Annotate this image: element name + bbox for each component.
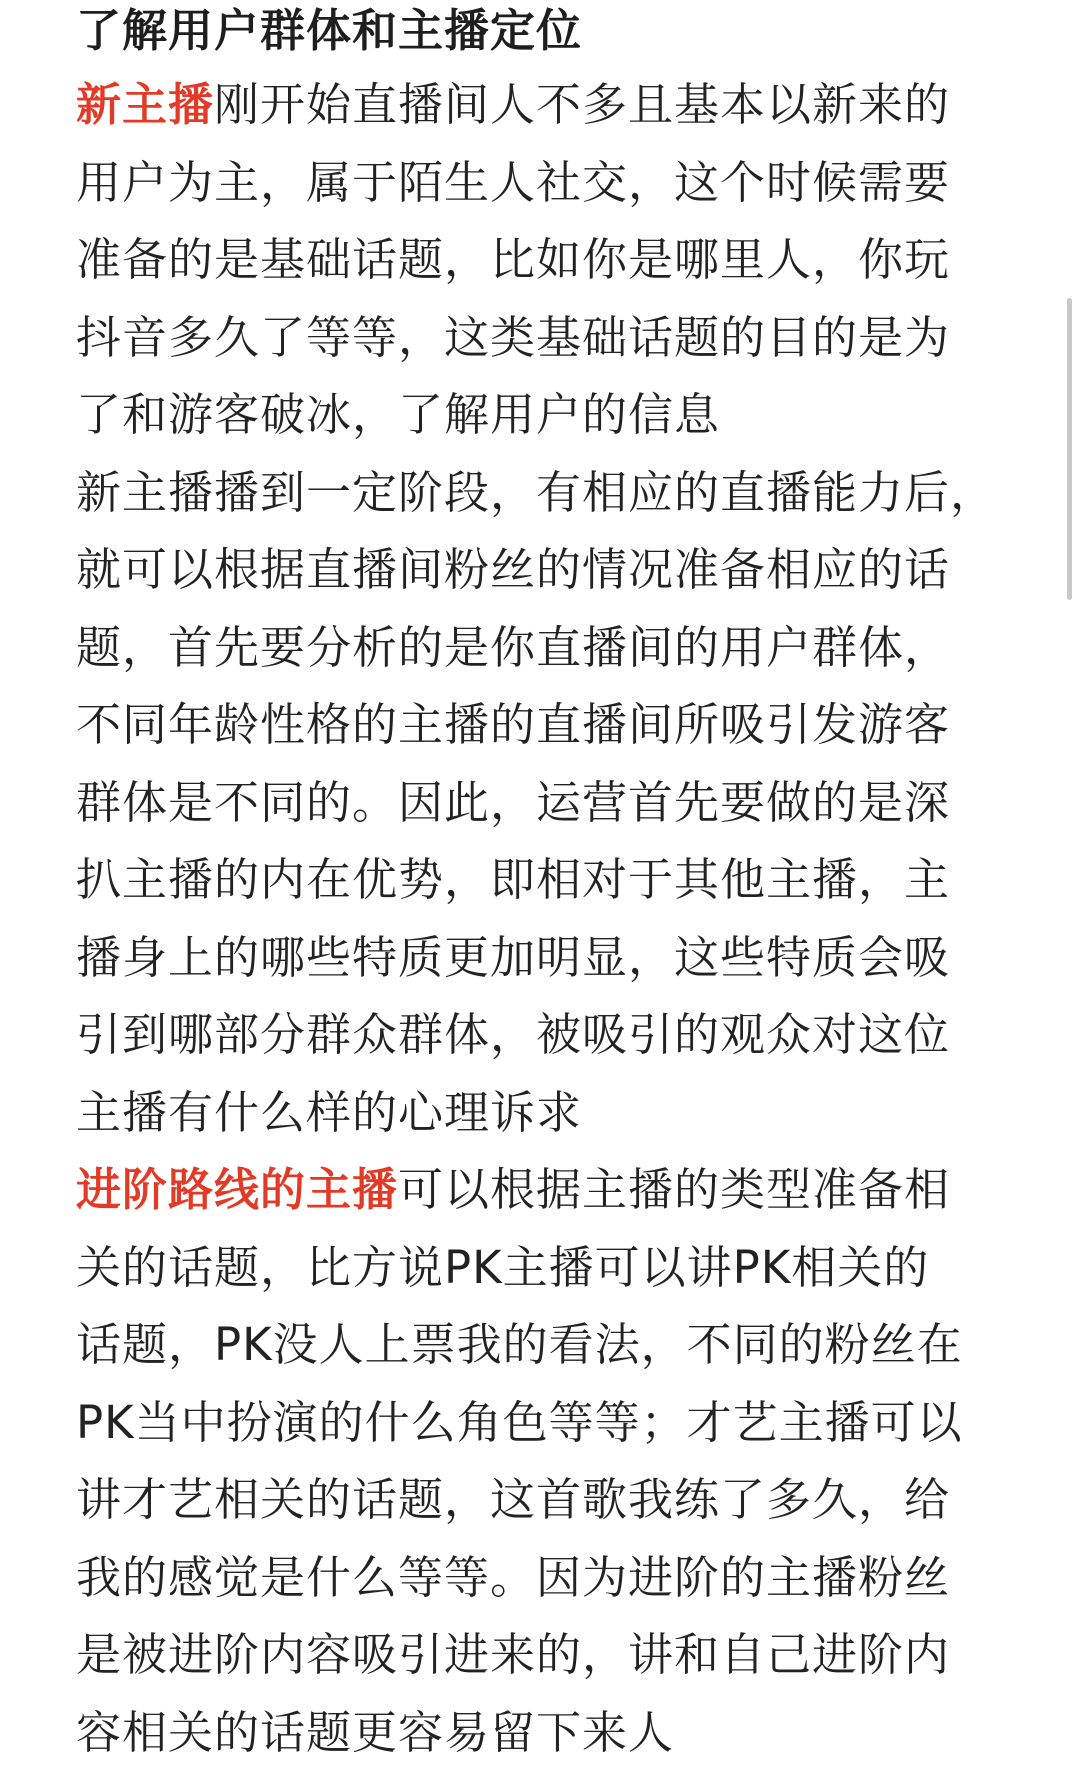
paragraph-line: 题，首先要分析的是你直播间的用户群体， [76, 620, 951, 674]
paragraph-line: 容相关的话题更容易留下来人 [76, 1705, 675, 1759]
paragraph-line: 扒主播的内在优势，即相对于其他主播，主 [76, 853, 951, 906]
paragraph-analysis [76, 454, 1016, 1152]
paragraph-line: 播身上的哪些特质更加明显，这些特质会吸 [76, 930, 951, 984]
paragraph-line: 群体是不同的。因此，运营首先要做的是深 [76, 775, 951, 829]
paragraph-line: 用户为主，属于陌生人社交，这个时候需要 [76, 155, 951, 209]
paragraph-line: 关的话题，比方说PK主播可以讲PK相关的 [76, 1240, 930, 1294]
highlight-advanced-streamer: 进阶路线的主播 [76, 1163, 399, 1216]
line-text: 刚开始直播间人不多且基本以新来的 [214, 78, 951, 131]
highlight-new-streamer: 新主播 [76, 78, 215, 131]
paragraph-line: 是被进阶内容吸引进来的，讲和自己进阶内 [76, 1628, 951, 1681]
paragraph-line: PK当中扮演的什么角色等等；才艺主播可以 [76, 1395, 963, 1449]
paragraph-advanced-streamer [76, 1151, 1016, 1771]
line-text: 可以根据主播的类型准备相 [398, 1163, 951, 1216]
paragraph-line: 主播有什么样的心理诉求 [76, 1085, 583, 1139]
paragraph-line: 了和游客破冰，了解用户的信息 [76, 388, 721, 441]
paragraph-new-streamer [76, 66, 1016, 454]
paragraph-line [76, 1151, 1016, 1229]
paragraph-line: 准备的是基础话题，比如你是哪里人，你玩 [76, 233, 951, 286]
vertical-scrollbar[interactable] [1067, 298, 1072, 600]
paragraph-line: 讲才艺相关的话题，这首歌我练了多久，给 [76, 1473, 951, 1526]
paragraph-line: 就可以根据直播间粉丝的情况准备相应的话 [76, 543, 951, 596]
paragraph-line: 引到哪部分群众群体，被吸引的观众对这位 [76, 1008, 951, 1061]
paragraph-line: 话题，PK没人上票我的看法，不同的粉丝在 [76, 1318, 963, 1371]
article-content [76, 0, 1016, 1771]
paragraph-line [76, 66, 1016, 144]
article-heading: 了解用户群体和主播定位 [76, 4, 583, 57]
paragraph-line: 抖音多久了等等，这类基础话题的目的是为 [76, 310, 951, 364]
paragraph-line: 我的感觉是什么等等。因为进阶的主播粉丝 [76, 1550, 951, 1604]
paragraph-line: 不同年龄性格的主播的直播间所吸引发游客 [76, 698, 951, 751]
paragraph-line: 新主播播到一定阶段，有相应的直播能力后， [76, 465, 997, 519]
